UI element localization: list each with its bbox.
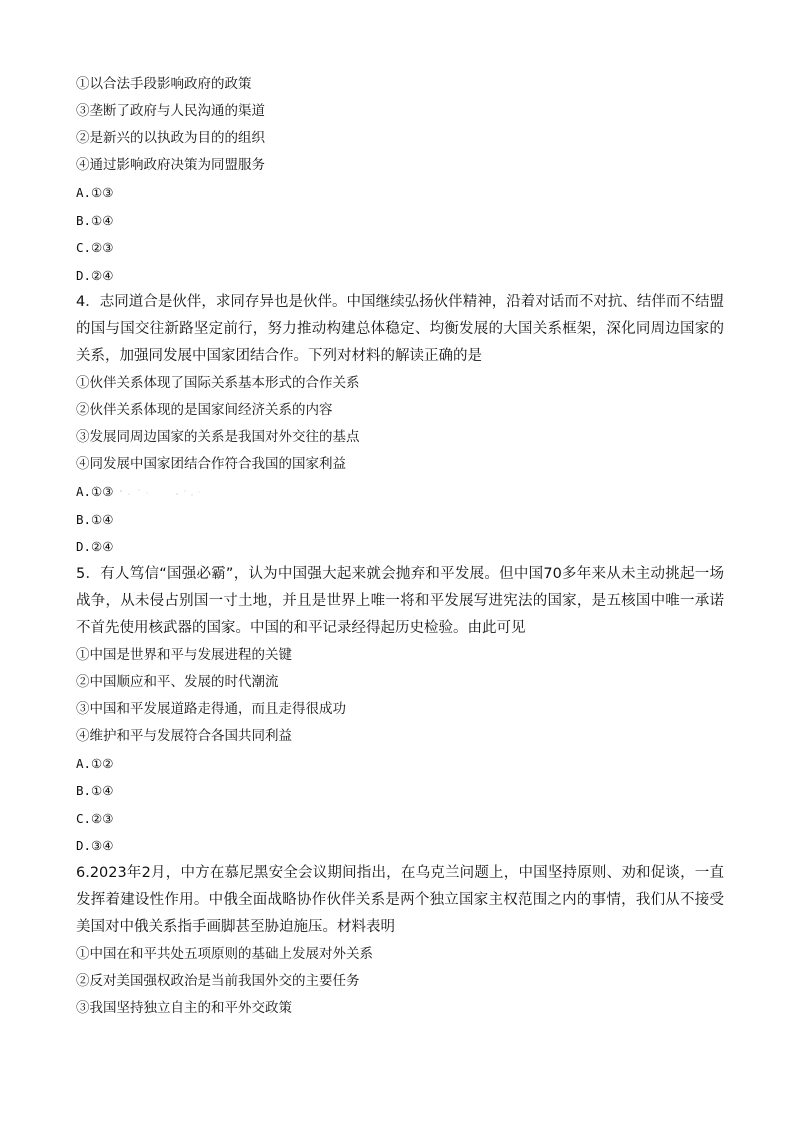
scan-artifact-icon bbox=[117, 488, 207, 498]
q4-choice-b: B.①④ bbox=[76, 511, 114, 527]
q3-option-1: ①以合法手段影响政府的政策 bbox=[76, 76, 252, 92]
q5-option-3: ③中国和平发展道路走得通，而且走得很成功 bbox=[76, 700, 346, 717]
q6-option-2: ②反对美国强权政治是当前我国外交的主要任务 bbox=[76, 972, 360, 989]
q4-option-2: ②伙伴关系体现的是国家间经济关系的内容 bbox=[76, 402, 333, 418]
q4-option-1: ①伙伴关系体现了国际关系基本形式的合作关系 bbox=[76, 375, 360, 391]
q4-option-4: ④同发展中国家团结合作符合我国的国家利益 bbox=[76, 456, 346, 472]
q4-option-3: ③发展同周边国家的关系是我国对外交往的基点 bbox=[76, 429, 360, 445]
question-5 bbox=[76, 561, 724, 860]
q3-choice-d: D.②④ bbox=[76, 267, 114, 283]
q3-choice-a: A.①③ bbox=[76, 185, 114, 200]
question-4 bbox=[76, 289, 724, 561]
q3-choice-c: C.②③ bbox=[76, 240, 114, 255]
q4-stem: 4．志同道合是伙伴，求同存异也是伙伴。中国继续弘扬伙伴精神，沿着对话而不对抗、结伴而不结盟的国与国交往新路坚定前行，努力推动构建总体稳定、均衡发展的大国关系框架，深化同周边国家的关系，加强同发展中国家团结合作。下列对材料的解读正确的是 bbox=[76, 294, 724, 364]
q5-choice-c: C.②③ bbox=[76, 810, 114, 826]
q4-choice-a-row bbox=[76, 478, 724, 506]
q4-choice-d: D.②④ bbox=[76, 539, 114, 554]
q3-choice-b: B.①④ bbox=[76, 212, 114, 228]
question-6 bbox=[76, 860, 724, 1022]
q6-option-3: ③我国坚持独立自主的和平外交政策 bbox=[76, 999, 292, 1016]
q4-choice-a: A.①③ bbox=[76, 484, 114, 499]
q3-option-2: ②是新兴的以执政为目的的组织 bbox=[76, 130, 265, 146]
q5-option-4: ④维护和平与发展符合各国共同利益 bbox=[76, 727, 292, 744]
question-3-tail bbox=[76, 71, 724, 289]
q5-choice-b: B.①④ bbox=[76, 783, 114, 798]
q3-option-3: ③垄断了政府与人民沟通的渠道 bbox=[76, 103, 265, 119]
q5-choice-a: A.①② bbox=[76, 755, 114, 771]
q6-stem: 6.2023年2月，中方在慕尼黑安全会议期间指出，在乌克兰问题上，中国坚持原则、劝和促谈，一直发挥着建设性作用。中俄全面战略协作伙伴关系是两个独立国家主权范围之内的事情，我们从不接受美国对中俄关系指手画脚甚至胁迫施压。材料表明 bbox=[76, 864, 724, 935]
q5-option-2: ②中国顺应和平、发展的时代潮流 bbox=[76, 673, 279, 690]
q5-stem: 5．有人笃信“国强必霸”，认为中国强大起来就会抛弃和平发展。但中国70多年来从未主动挑起一场战争，从未侵占别国一寸土地，并且是世界上唯一将和平发展写进宪法的国家，是五核国中唯一承诺不首先使用核武器的国家。中国的和平记录经得起历史检验。由此可见 bbox=[76, 565, 724, 636]
q5-option-1: ①中国是世界和平与发展进程的关键 bbox=[76, 646, 292, 663]
q6-option-1: ①中国在和平共处五项原则的基础上发展对外关系 bbox=[76, 945, 373, 962]
q3-option-4: ④通过影响政府决策为同盟服务 bbox=[76, 157, 265, 173]
q5-choice-d: D.③④ bbox=[76, 838, 114, 853]
